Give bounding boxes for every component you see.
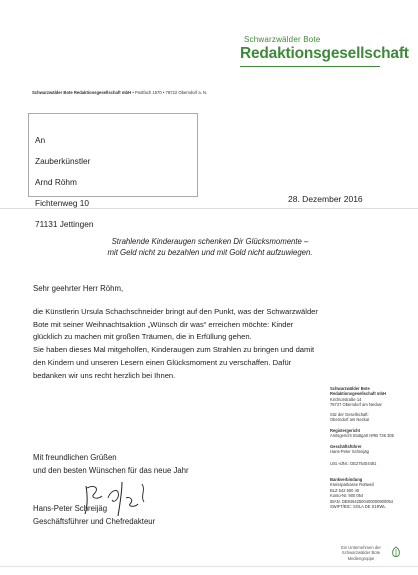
closing-line: und den besten Wünschen für das neue Jahr — [33, 465, 189, 475]
signer-name: Hans-Peter Schreijäg — [33, 504, 108, 513]
sidebar-line: SWIFT/BIC: SOLA DE S1RWL — [330, 504, 386, 510]
footer-line: Ein Unternehmen der — [341, 545, 381, 550]
signer-block — [33, 503, 155, 528]
letter-date: 28. Dezember 2016 — [288, 194, 363, 204]
sidebar-line: Kirchtorstraße 14 — [330, 396, 362, 402]
recipient-line: Fichtenweg 10 — [35, 198, 89, 209]
closing — [33, 452, 189, 477]
recipient-line: 71131 Jettingen — [35, 219, 94, 230]
sidebar-heading: Schwarzwälder Bote — [330, 386, 370, 391]
signer-title: Geschäftsführer und Chefredakteur — [33, 516, 156, 526]
sidebar-line: 78727 Oberndorf am Neckar — [330, 402, 382, 408]
sidebar-line: Hans-Peter Schreijäg — [330, 449, 369, 455]
body-line: Bote mit seiner Weihnachtsaktion „Wünsch dir was“ erreichen möchte: Kinder — [33, 319, 294, 329]
sidebar-company — [330, 386, 405, 408]
sidebar-heading: Bankverbindung — [330, 477, 363, 482]
motto-line: mit Geld nicht zu bezahlen und mit Gold nicht aufzuwiegen. — [107, 248, 313, 257]
sender-address: • Postfach 1570 • 78722 Oberndorf a. N. — [132, 90, 208, 95]
sidebar-line: Redaktionsgesellschaft mbH — [330, 391, 386, 397]
motto-line: Strahlende Kinderaugen schenken Dir Glücksmomente – — [111, 237, 309, 246]
body-line: glücklich zu machen mit großen Träumen, die in Erfüllung gehen. — [33, 332, 252, 342]
motto — [70, 236, 350, 258]
footer-line: Mediengruppe — [347, 555, 375, 561]
sidebar-court — [330, 428, 405, 439]
brand-underline — [240, 66, 380, 67]
recipient-line: Zauberkünstler — [35, 155, 91, 166]
footer-line: Schwarzwälder Bote — [341, 550, 381, 556]
sidebar-line: Sitz der Gesellschaft: — [330, 412, 369, 417]
brand-main-text: Redaktionsgesellschaft — [240, 45, 409, 62]
sidebar-line: Oberndorf am Neckar — [330, 417, 370, 423]
footer-group-note — [336, 545, 386, 561]
recipient-line: An — [35, 134, 46, 145]
brand-top-text: Schwarzwälder Bote — [244, 35, 321, 44]
sidebar-line: BLZ 642 500 40 — [330, 487, 360, 493]
sidebar-line: Konto-Nr. 900 054 — [330, 493, 364, 499]
footer-divider — [0, 566, 418, 567]
body-line: die Künstlerin Ursula Schachschneider bringt auf den Punkt, was der Schwarzwälder — [33, 307, 318, 316]
closing-line: Mit freundlichen Grüßen — [33, 453, 117, 462]
recipient-address — [35, 124, 93, 241]
sidebar-line: USt.-IdNr.: DE275404481 — [330, 461, 377, 466]
sidebar-seat — [330, 412, 405, 423]
body-line: bedanken wir uns recht herzlich bei Ihnen. — [33, 370, 176, 380]
body-line: Sie haben dieses Mal mitgeholfen, Kinderaugen zum Strahlen zu bringen und damit — [33, 345, 315, 355]
sidebar-heading: Geschäftsführer — [330, 444, 362, 449]
fold-line — [0, 208, 418, 209]
sidebar-vat — [330, 461, 405, 466]
sidebar-line: Amtsgericht Stuttgart HRB 736 305 — [330, 433, 394, 439]
sender-company: Schwarzwälder Bote Redaktionsgesellschaft mbH — [32, 90, 132, 95]
sidebar-heading: Registergericht — [330, 428, 361, 433]
group-logo-icon — [390, 546, 402, 559]
sidebar-line: IBAN: DE84642500400000900054 — [330, 498, 394, 504]
recipient-line: Arnd Röhm — [35, 176, 77, 187]
salutation: Sehr geehrter Herr Röhm, — [33, 284, 124, 293]
body-line: den Kindern und unseren Lesern einen Glücksmoment zu verschaffen. Dafür — [33, 357, 292, 367]
sidebar-management — [330, 444, 405, 455]
letter-body — [33, 306, 323, 382]
sender-line — [32, 90, 207, 95]
sidebar-bank — [330, 477, 405, 509]
sidebar-line: Kreissparkasse Rottweil — [330, 482, 374, 488]
